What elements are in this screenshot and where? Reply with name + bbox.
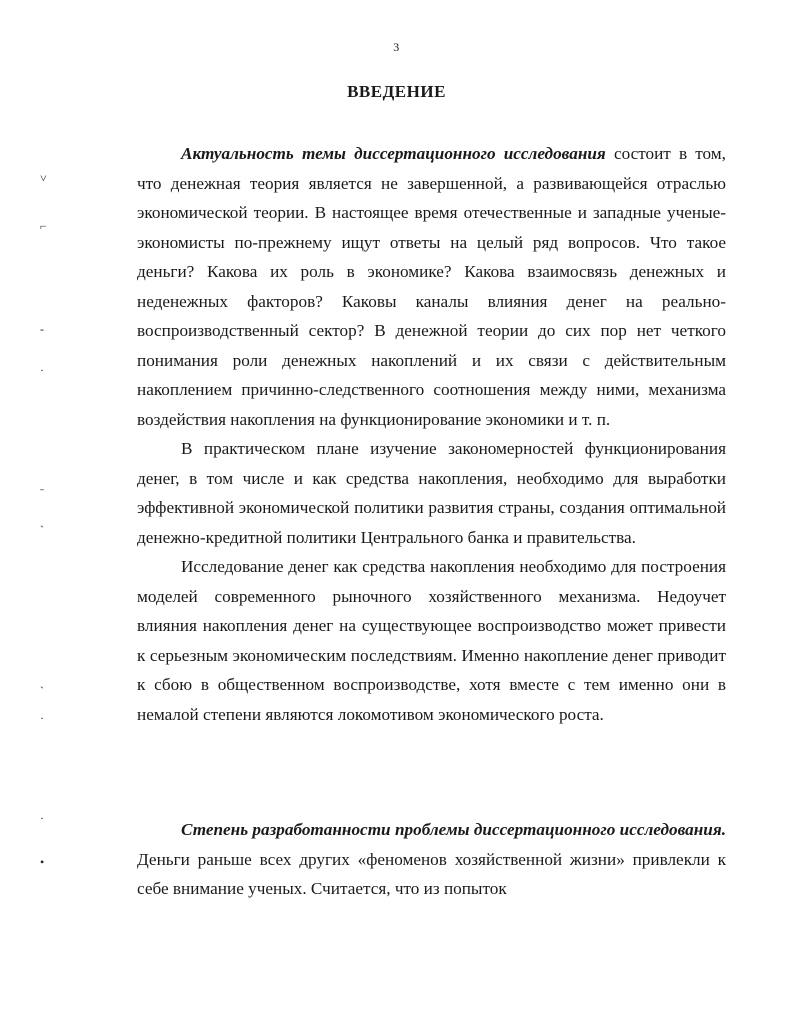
scan-speck-mark: ˎ <box>40 675 44 689</box>
paragraph-text: Деньги раньше всех других «феноменов хозяйственной жизни» привлекли к себе внимание ученых. Считается, что из попыток <box>137 849 726 898</box>
paragraph-research <box>137 552 726 729</box>
body-text <box>137 139 726 729</box>
paragraph-text: Исследование денег как средства накопления необходимо для построения моделей современного рыночного хозяйственного механизма. Недоучет влияния накопления денег на существующее воспроизводство может привести к серьезным экономическим последствиям. Именно накопление денег приводит к сбою в общественном воспроизводстве, хотя вместе с тем именно они в немалой степени являются локомотивом экономического роста. <box>137 557 726 724</box>
paragraph-lead: Степень разработанности проблемы диссертационного исследования. <box>181 820 726 839</box>
scan-speck-mark: ˗ <box>40 481 44 495</box>
paragraph-development <box>137 815 726 904</box>
paragraph-relevance <box>137 139 726 434</box>
page-title: ВВЕДЕНИЕ <box>347 82 446 101</box>
page-number: 3 <box>393 40 400 54</box>
paragraph-text: В практическом плане изучение закономерностей функционирования денег, в том числе и как средства накопления, необходимо для выработки эффективной экономической политики развития страны, создания оптимальной денежно-кредитной политики Центрального банка и правительства. <box>137 439 726 547</box>
scan-speck-mark: · <box>40 711 44 725</box>
scan-speck-mark: - <box>40 322 44 336</box>
scan-speck-mark: ˋ <box>40 523 44 537</box>
scan-speck-mark: · <box>40 363 44 377</box>
paragraph-practical <box>137 434 726 552</box>
body-text-continued <box>137 815 726 904</box>
scan-speck-mark: · <box>40 811 44 825</box>
paragraph-text: состоит в том, что денежная теория является не завершенной, а развивающейся отраслью экономической теории. В настоящее время отечественные и западные ученые-экономисты по-прежнему ищут ответы на целый ряд вопросов. Что такое деньги? Какова их роль в экономике? Какова взаимосвязь денежных и неденежных факторов? Каковы каналы влияния денег на реально-воспроизводственный сектор? В денежной теории до сих пор нет четкого понимания роли денежных накоплений и их связи с действительным накоплением причинно-следственного соотношения между ними, механизма воздействия накопления на функционирование экономики и т. п. <box>137 144 726 429</box>
scan-speck-mark: • <box>40 855 45 869</box>
scan-speck-mark: ˅ <box>40 171 47 185</box>
scan-speck-mark: ⌐ <box>40 219 47 233</box>
paragraph-lead: Актуальность темы диссертационного исследования <box>181 144 606 163</box>
